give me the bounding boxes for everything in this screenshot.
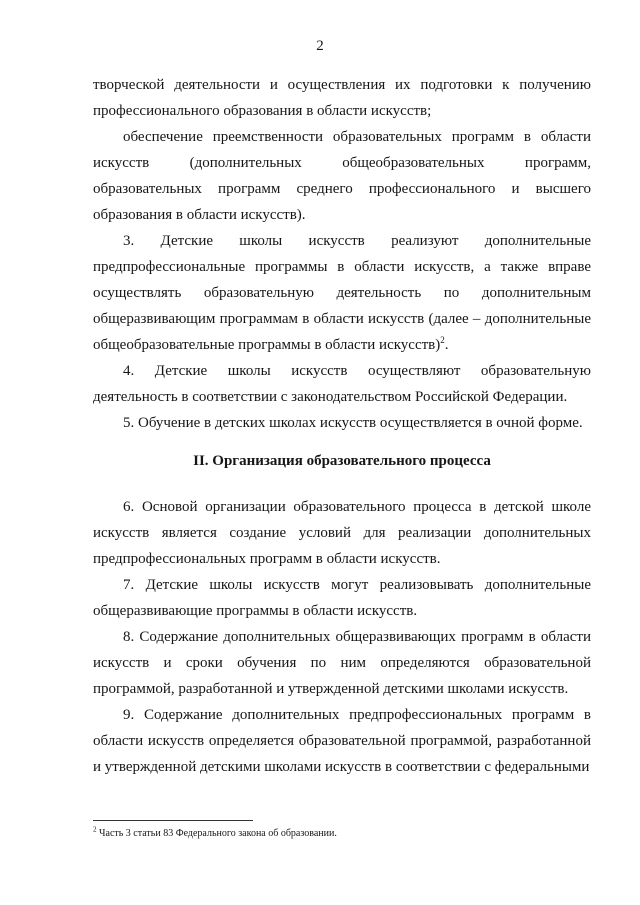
paragraph-continuation: творческой деятельности и осуществления их подготовки к получению профессионального образования в области искусств;: [93, 77, 591, 119]
paragraph-9: 9. Содержание дополнительных предпрофессиональных программ в области искусств определяется образовательной программой, разработанной и утвержденной детскими школами искусств в соответствии с федеральными: [93, 707, 591, 775]
paragraph-5: 5. Обучение в детских школах искусств осуществляется в очной форме.: [123, 415, 583, 431]
paragraph-3-text: 3. Детские школы искусств реализуют дополнительные предпрофессиональные программы в области искусств, а также вправе осуществлять образовательную деятельность по дополнительным общеразвивающим программам в области искусств (далее – дополнительные общеобразовательные программы в области искусств): [93, 233, 591, 353]
footnote-mark: 2: [93, 825, 97, 834]
footnote-separator: [93, 820, 253, 821]
paragraph-continuity: обеспечение преемственности образовательных программ в области искусств (дополнительных общеобразовательных программ, образовательных программ среднего профессионального и высшего образования в области искусств).: [93, 129, 591, 223]
paragraph-3: [93, 228, 591, 358]
paragraph-4: 4. Детские школы искусств осуществляют образовательную деятельность в соответствии с законодательством Российской Федерации.: [93, 363, 591, 405]
footnote: [93, 827, 337, 840]
paragraph-7: 7. Детские школы искусств могут реализовывать дополнительные общеразвивающие программы в области искусств.: [93, 577, 591, 619]
paragraph-6: 6. Основой организации образовательного процесса в детской школе искусств является создание условий для реализации дополнительных предпрофессиональных программ в области искусств.: [93, 499, 591, 567]
page-number: 2: [316, 38, 324, 54]
paragraph-3-end: .: [444, 337, 449, 353]
footnote-reference: 2: [440, 335, 445, 345]
document-body: [93, 72, 591, 780]
section-heading: II. Организация образовательного процесса: [193, 453, 491, 469]
paragraph-8: 8. Содержание дополнительных общеразвивающих программ в области искусств и сроки обучения по ним определяются образовательной программой, разработанной и утвержденной детскими школами искусств.: [93, 629, 591, 697]
footnote-text: Часть 3 статьи 83 Федерального закона об образовании.: [99, 828, 337, 839]
